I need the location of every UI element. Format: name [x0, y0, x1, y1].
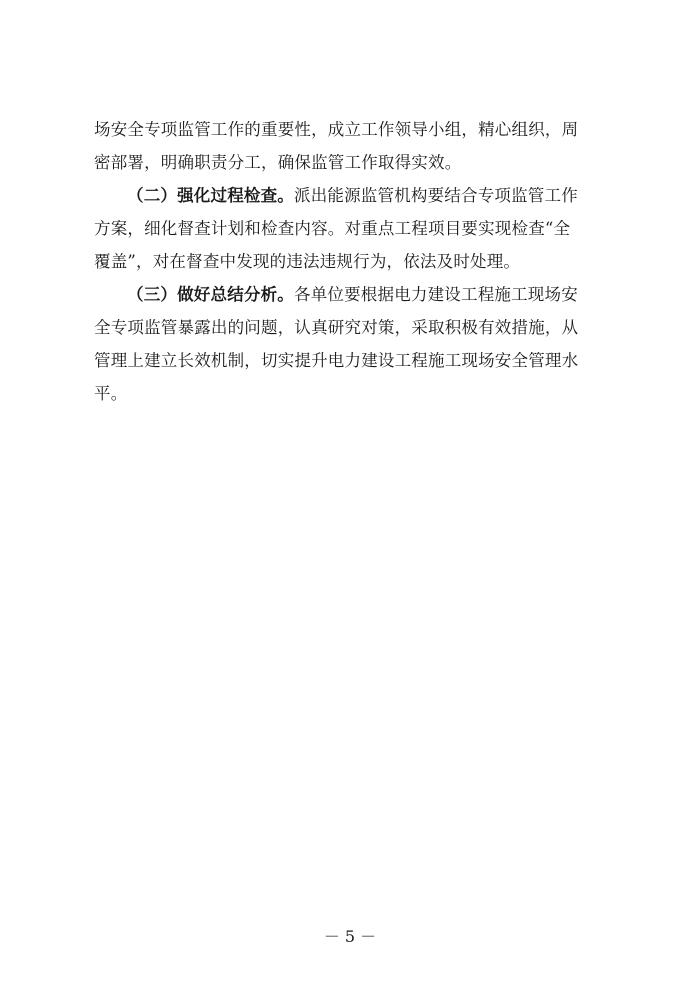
- text-line-9: [94, 377, 606, 410]
- line-text: 覆盖”，对在督查中发现的违法违规行为，依法及时处理。: [94, 252, 521, 271]
- line-text: 管理上建立长效机制，切实提升电力建设工程施工现场安全管理水: [94, 351, 579, 370]
- section-heading-3: （三）做好总结分析。: [127, 285, 294, 304]
- text-line-3: [94, 179, 606, 212]
- text-line-8: [94, 344, 606, 377]
- text-line-7: [94, 311, 606, 344]
- line-text: 各单位要根据电力建设工程施工现场安: [294, 285, 578, 304]
- text-line-5: [94, 245, 606, 278]
- body-text: [94, 113, 606, 410]
- line-text: 平。: [94, 384, 128, 403]
- text-line-2: [94, 146, 606, 179]
- line-text: 方案，细化督查计划和检查内容。对重点工程项目要实现检查“全: [94, 219, 571, 238]
- page-number: － 5 －: [323, 927, 377, 946]
- text-line-6: [94, 278, 606, 311]
- section-heading-2: （二）强化过程检查。: [127, 186, 294, 205]
- text-line-4: [94, 212, 606, 245]
- line-text: 场安全专项监管工作的重要性，成立工作领导小组，精心组织，周: [94, 120, 579, 139]
- line-text: 密部署，明确职责分工，确保监管工作取得实效。: [94, 153, 462, 172]
- line-text: 全专项监管暴露出的问题，认真研究对策，采取积极有效措施，从: [94, 318, 579, 337]
- line-text: 派出能源监管机构要结合专项监管工作: [294, 186, 578, 205]
- text-line-1: [94, 113, 606, 146]
